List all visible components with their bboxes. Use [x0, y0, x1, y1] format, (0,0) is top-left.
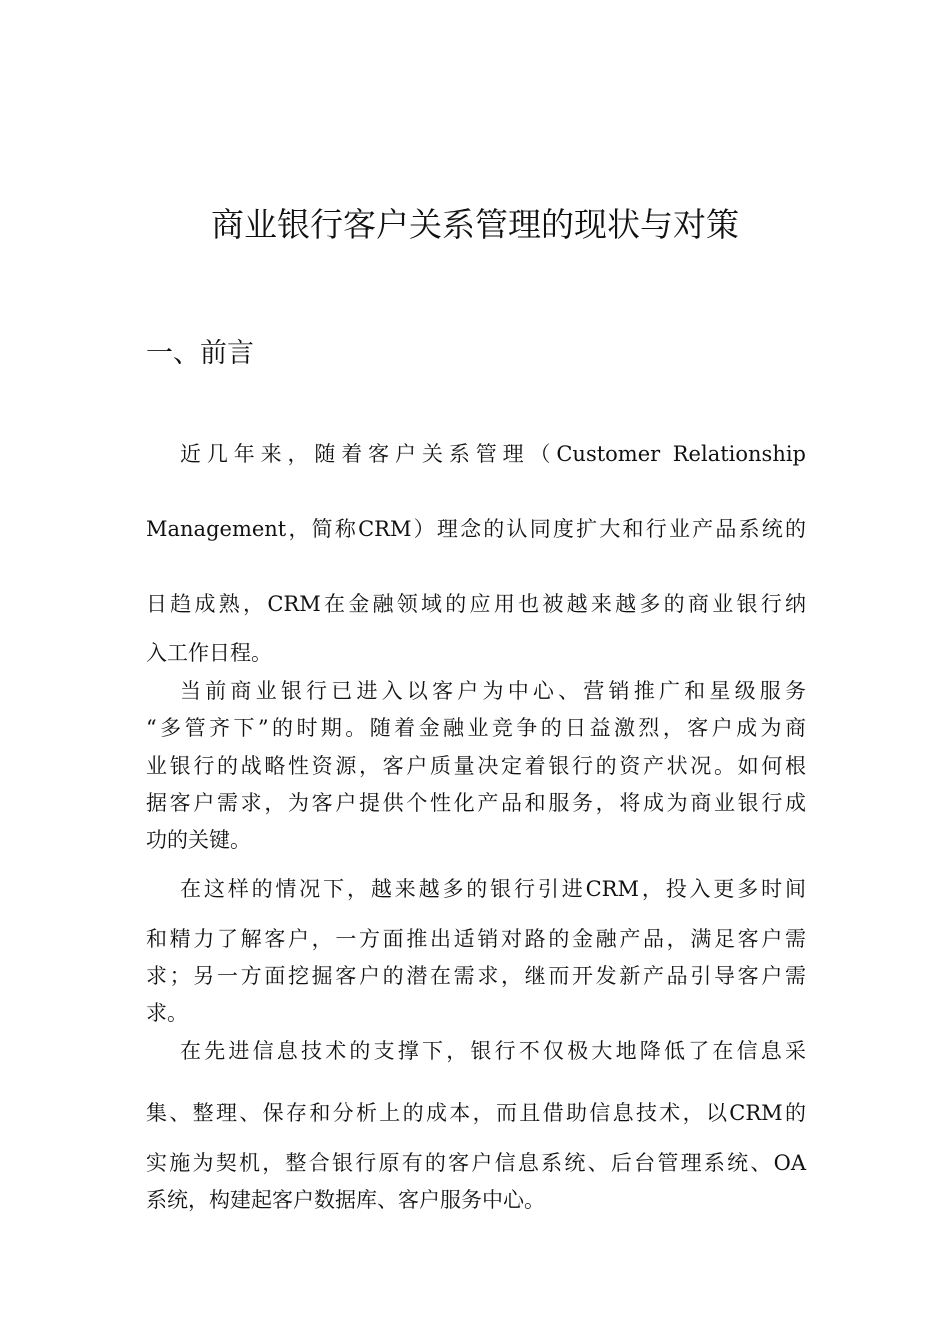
paragraph-line: 集、整理、保存和分析上的成本，而且借助信息技术，以CRM的: [146, 1101, 806, 1125]
paragraph-line: “多管齐下”的时期。随着金融业竞争的日益激烈，客户成为商: [146, 716, 806, 740]
document-title: 商业银行客户关系管理的现状与对策: [211, 205, 739, 244]
paragraph-line: 实施为契机，整合银行原有的客户信息系统、后台管理系统、OA: [146, 1151, 806, 1175]
paragraph-line: 据客户需求，为客户提供个性化产品和服务，将成为商业银行成: [146, 791, 806, 815]
paragraph-line: Management，简称CRM）理念的认同度扩大和行业产品系统的: [146, 517, 806, 541]
paragraph-line: 求。: [146, 1001, 188, 1025]
paragraph-line: 日趋成熟，CRM在金融领域的应用也被越来越多的商业银行纳: [146, 592, 806, 616]
paragraph-line: 和精力了解客户，一方面推出适销对路的金融产品，满足客户需: [146, 927, 806, 951]
paragraph-line: 业银行的战略性资源，客户质量决定着银行的资产状况。如何根: [146, 754, 806, 778]
paragraph-line: 在先进信息技术的支撑下，银行不仅极大地降低了在信息采: [180, 1039, 806, 1063]
paragraph-line: 入工作日程。: [146, 641, 272, 665]
paragraph-line: 当前商业银行已进入以客户为中心、营销推广和星级服务: [180, 679, 806, 703]
section-heading: 一、前言: [146, 338, 254, 369]
paragraph-line: 功的关键。: [146, 828, 251, 852]
paragraph-line: 在这样的情况下，越来越多的银行引进CRM，投入更多时间: [180, 877, 806, 901]
paragraph-line: 近几年来，随着客户关系管理（Customer Relationship: [180, 442, 806, 466]
paragraph-line: 求；另一方面挖掘客户的潜在需求，继而开发新产品引导客户需: [146, 964, 806, 988]
paragraph-line: 系统，构建起客户数据库、客户服务中心。: [146, 1188, 545, 1212]
